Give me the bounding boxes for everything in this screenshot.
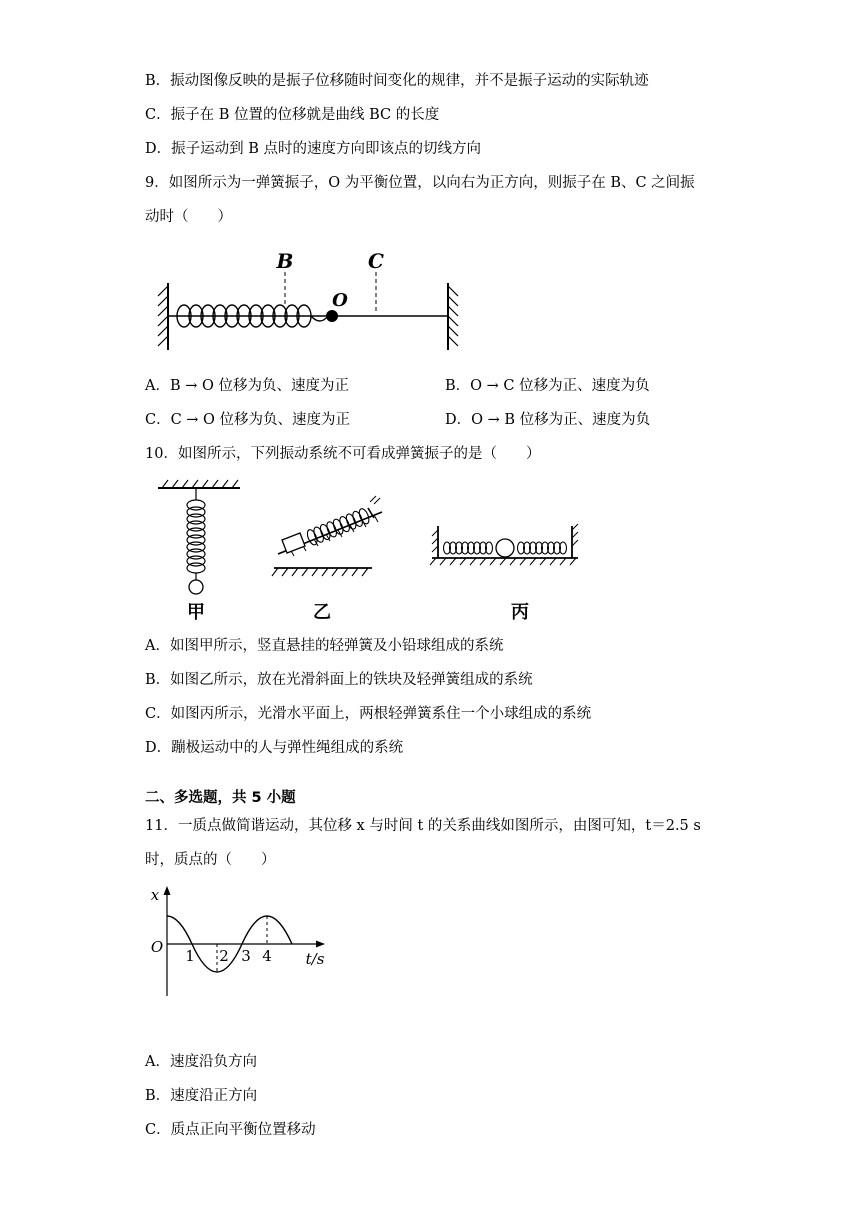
axis-t-label: t/s — [305, 950, 325, 968]
q8-option-b: B．振动图像反映的是振子位移随时间变化的规律，并不是振子运动的实际轨迹 — [145, 73, 649, 89]
label-yi: 乙 — [313, 602, 331, 623]
q10-figures — [150, 474, 590, 626]
tick-1: 1 — [185, 947, 195, 965]
q10-stem: 10．如图所示，下列振动系统不可看成弹簧振子的是（ ） — [145, 446, 541, 462]
q10-option-a: A．如图甲所示，竖直悬挂的轻弹簧及小铅球组成的系统 — [145, 638, 504, 654]
q9-option-b: B．O → C 位移为正、速度为负 — [445, 378, 650, 394]
tick-4: 4 — [262, 947, 272, 965]
label-o: O — [332, 290, 348, 311]
q10-option-d: D．蹦极运动中的人与弹性绳组成的系统 — [145, 740, 404, 756]
figure-jia — [158, 480, 240, 623]
q9-option-a: A．B → O 位移为负、速度为正 — [145, 378, 349, 394]
oscillator-ball — [326, 310, 338, 322]
tick-2: 2 — [219, 947, 229, 965]
q9-stem-line2: 动时（ ） — [145, 209, 232, 225]
q8-option-d: D．振子运动到 B 点时的速度方向即该点的切线方向 — [145, 141, 481, 157]
q9-option-d: D．O → B 位移为正、速度为负 — [445, 412, 651, 428]
q10-option-b: B．如图乙所示，放在光滑斜面上的铁块及轻弹簧组成的系统 — [145, 672, 533, 688]
q11-option-c: C．质点正向平衡位置移动 — [145, 1122, 316, 1138]
q11-stem-line1: 11．一质点做简谐运动，其位移 x 与时间 t 的关系曲线如图所示，由图可知，t＝2.5 s — [145, 818, 701, 834]
q8-option-c: C．振子在 B 位置的位移就是曲线 BC 的长度 — [145, 107, 440, 123]
tick-3: 3 — [241, 947, 251, 965]
label-bing: 丙 — [511, 602, 529, 623]
axis-x-label: x — [150, 886, 160, 904]
q9-spring-figure — [150, 248, 470, 358]
figure-bing — [430, 524, 578, 623]
q11-option-b: B．速度沿正方向 — [145, 1088, 258, 1104]
q9-stem-line1: 9．如图所示为一弹簧振子，O 为平衡位置，以向右为正方向，则振子在 B、C 之间振 — [145, 175, 695, 191]
section-heading: 二、多选题，共 5 小题 — [145, 790, 296, 806]
q9-option-c: C．C → O 位移为负、速度为正 — [145, 412, 351, 428]
origin-label: O — [150, 938, 164, 956]
q11-stem-line2: 时，质点的（ ） — [145, 852, 276, 868]
label-b: B — [276, 249, 294, 273]
q10-option-c: C．如图丙所示，光滑水平面上，两根轻弹簧系住一个小球组成的系统 — [145, 706, 592, 722]
label-jia: 甲 — [187, 602, 205, 623]
label-c: C — [368, 249, 384, 273]
q11-option-a: A．速度沿负方向 — [145, 1054, 257, 1070]
figure-yi — [272, 496, 382, 623]
q11-xt-graph — [145, 884, 345, 1004]
